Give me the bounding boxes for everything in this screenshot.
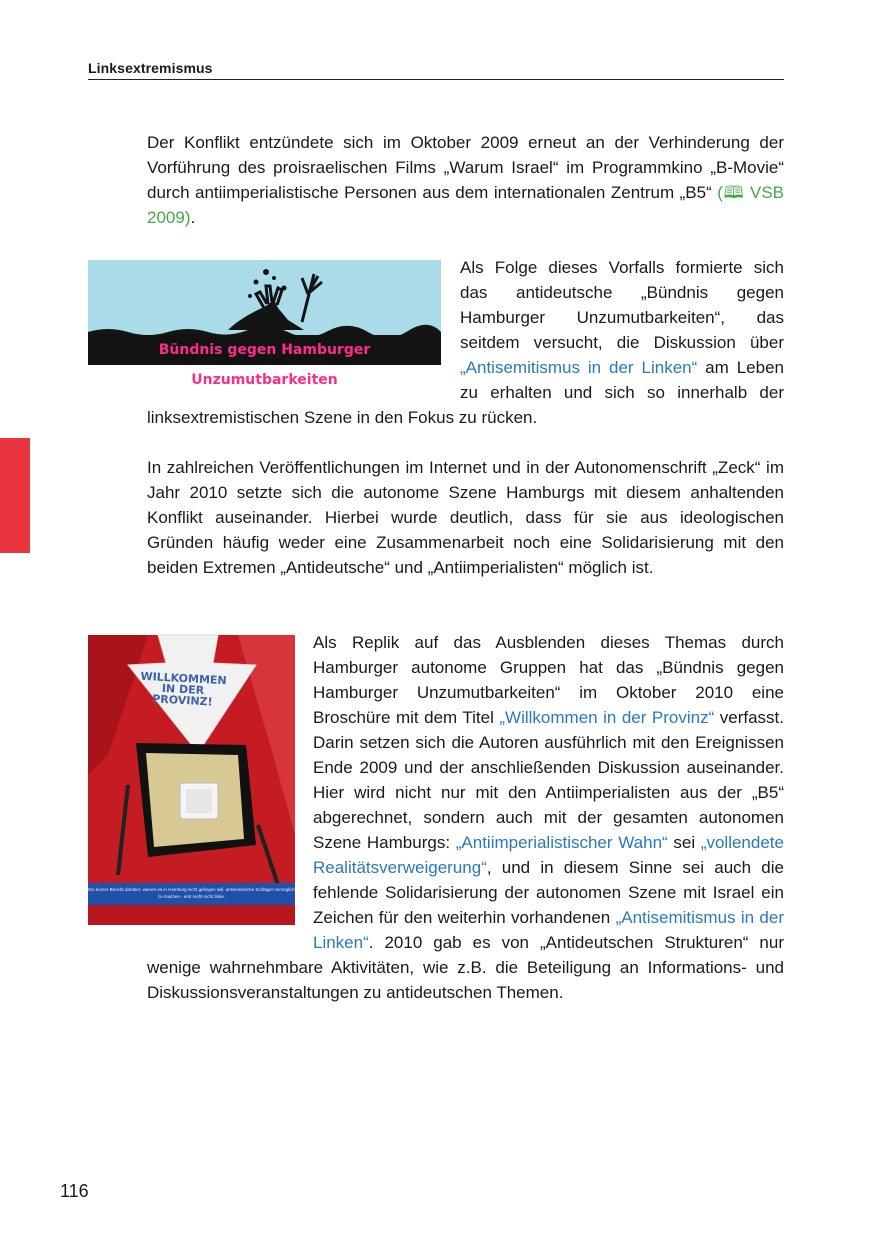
antisemitismus-link[interactable]: „Antisemitismus in der Linken“: [460, 358, 698, 377]
realitaetsverweigerung-link[interactable]: „vollendete Realitätsverweigerung“: [313, 833, 784, 877]
willkommen-arrow-text: WILLKOMMEN IN DER PROVINZ!: [140, 669, 227, 709]
paragraph-3: [147, 455, 784, 580]
paragraph-4-text-c: sei: [667, 833, 701, 852]
paragraph-4-text-e: . 2010 gab es von „Antideutschen Strukturen“ nur wenige wahrnehmbare Aktivitäten, wie z.B. die Beteiligung an Informations- und Diskussionsveranstaltungen zu antideutschen Themen.: [147, 933, 784, 1002]
running-title: Linksextremismus: [88, 60, 784, 80]
chapter-side-tab: [0, 438, 30, 553]
paragraph-3-text: In zahlreichen Veröffentlichungen im Internet und in der Autonomenschrift „Zeck“ im Jahr 2010 setzte sich die autonome Szene Hamburgs mit diesem anhaltenden Konflikt auseinander. Hierbei wurde deutlich, dass für sie aus ideologischen Gründen häufig weder eine Zusammenarbeit noch eine Solidarisierung mit den beiden Extremen „Antideutsche“ und „Antiimperialisten“ möglich ist.: [147, 458, 784, 577]
paragraph-4-text-d: , und in diesem Sinne sei auch die fehlende Solidarisierung der autonomen Szene mit Israel ein Zeichen für den weiterhin vorhandenen: [313, 858, 784, 927]
willkommen-in-der-provinz-link[interactable]: „Willkommen in der Provinz“: [499, 708, 715, 727]
antiimperialistischer-wahn-link[interactable]: „Antiimperialistischer Wahn“: [455, 833, 668, 852]
antisemitismus-in-der-linken-link[interactable]: „Antisemitismus in der Linken“: [313, 908, 784, 952]
buendnis-banner-image: [88, 260, 441, 388]
paragraph-4-text-b: verfasst. Darin setzen sich die Autoren ausführlich mit den Ereignissen Ende 2009 und der anschließenden Diskussion auseinander. Hier wird nicht nur mit den Antiimperialisten aus der „B5“ abgerechnet, sondern auch mit der gesamten autonomen Szene Hamburgs:: [313, 708, 785, 852]
willkommen-brochure-cover-image: [88, 635, 295, 925]
vsb-2009-reference-link[interactable]: (🕮 VSB 2009): [147, 183, 784, 227]
paragraph-4-block: [88, 630, 785, 1005]
paragraph-2-text-a: Als Folge dieses Vorfalls formierte sich das antideutsche „Bündnis gegen Hamburger Unzumutbarkeiten“, das seitdem versucht, die Diskussion über: [460, 258, 784, 352]
page-number: 116: [60, 1181, 89, 1201]
paragraph-1: [147, 130, 784, 230]
paragraph-2-text-b: am Leben zu erhalten und sich so innerhalb der linksextremistischen Szene in den Fokus zu rücken.: [147, 358, 784, 427]
paragraph-4-text-a: Als Replik auf das Ausblenden dieses Themas durch Hamburger autonome Gruppen hat das „Bündnis gegen Hamburger Unzumutbarkeiten“ im Oktober 2010 eine Broschüre mit dem Titel: [313, 633, 784, 727]
brochure-caption: Ein kurzer Bericht darüber, warum es in Hamburg nicht gelingen will, antisemitische Schläger unmöglich zu machen - erst recht nicht linke.: [88, 883, 295, 905]
paragraph-1-text: Der Konflikt entzündete sich im Oktober 2009 erneut an der Verhinderung der Vorführung des proisraelischen Films „Warum Israel“ im Programmkino „B-Movie“ durch antiimperialistische Personen aus dem internationalen Zentrum „B5“: [147, 133, 784, 202]
buendnis-banner-text: Bündnis gegen Hamburger Unzumutbarkeiten: [88, 335, 441, 365]
paragraph-1-end: .: [190, 208, 196, 227]
paragraph-2-block: [147, 255, 784, 430]
